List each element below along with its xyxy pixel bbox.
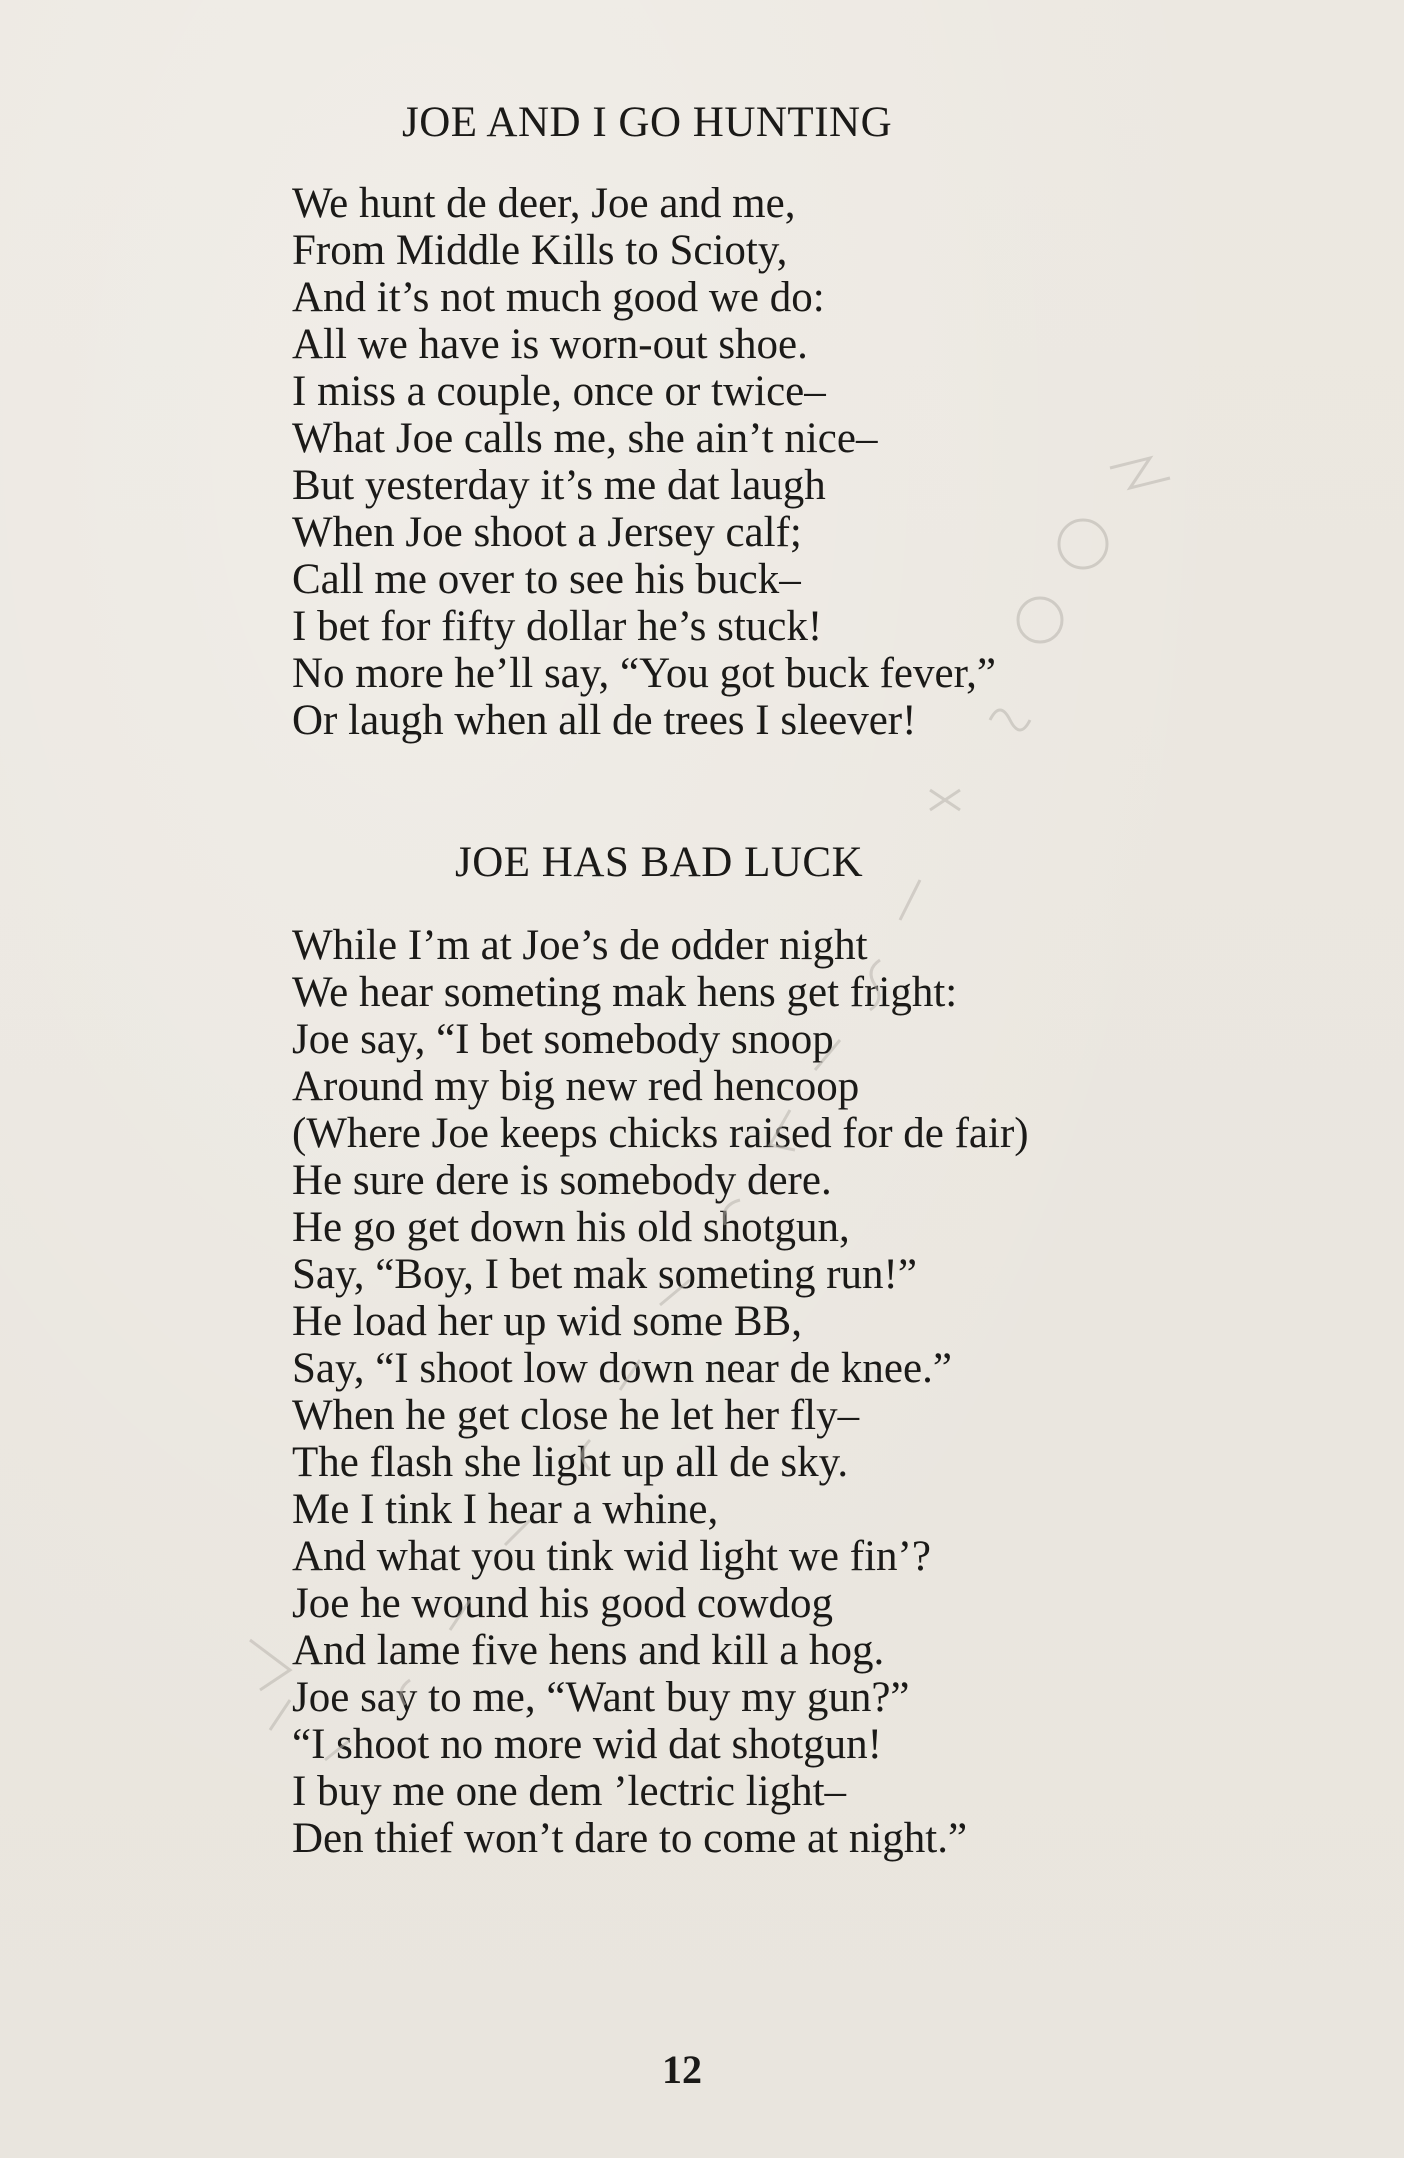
poem-line: Say, “I shoot low down near de knee.”	[292, 1345, 952, 1392]
poem-line: Den thief won’t dare to come at night.”	[292, 1815, 968, 1862]
poem-line: While I’m at Joe’s de odder night	[292, 922, 868, 969]
poem-line: And lame five hens and kill a hog.	[292, 1627, 885, 1674]
poem-line: Around my big new red hencoop	[292, 1063, 860, 1110]
poem-line: Joe say, “I bet somebody snoop	[292, 1016, 834, 1063]
poem-line: But yesterday it’s me dat laugh	[292, 462, 826, 509]
poem-line: And what you tink wid light we fin’?	[292, 1533, 931, 1580]
poem-line: (Where Joe keeps chicks raised for de fair)	[292, 1110, 1029, 1157]
poem-line: I buy me one dem ’lectric light–	[292, 1768, 847, 1815]
poem-line: “I shoot no more wid dat shotgun!	[292, 1721, 882, 1768]
poem-line: When Joe shoot a Jersey calf;	[292, 509, 802, 556]
poem-line: And it’s not much good we do:	[292, 274, 825, 321]
poem-line: No more he’ll say, “You got buck fever,”	[292, 650, 997, 697]
poem-line: What Joe calls me, she ain’t nice–	[292, 415, 878, 462]
poem-line: From Middle Kills to Scioty,	[292, 227, 788, 274]
poem-line: I miss a couple, once or twice–	[292, 368, 826, 415]
poem-line: He sure dere is somebody dere.	[292, 1157, 832, 1204]
poem-line: We hear someting mak hens get fright:	[292, 969, 958, 1016]
page-number: 12	[662, 2047, 702, 2092]
poem-line: He go get down his old shotgun,	[292, 1204, 850, 1251]
poem-line: Or laugh when all de trees I sleever!	[292, 697, 917, 744]
poem-lines	[292, 922, 1029, 1862]
poem-line: Me I tink I hear a whine,	[292, 1486, 719, 1533]
poem-line: Say, “Boy, I bet mak someting run!”	[292, 1251, 917, 1298]
poem-line: Joe he wound his good cowdog	[292, 1580, 834, 1627]
poem-line: I bet for fifty dollar he’s stuck!	[292, 603, 823, 650]
poem-title: JOE AND I GO HUNTING	[402, 99, 893, 146]
poem-line: The flash she light up all de sky.	[292, 1439, 849, 1486]
poem-line: When he get close he let her fly–	[292, 1392, 860, 1439]
poem-line: Call me over to see his buck–	[292, 556, 801, 603]
poem-lines	[292, 180, 996, 744]
poem-line: All we have is worn-out shoe.	[292, 321, 808, 368]
poem-line: Joe say to me, “Want buy my gun?”	[292, 1674, 910, 1721]
poem-title: JOE HAS BAD LUCK	[455, 839, 864, 886]
poem-line: He load her up wid some BB,	[292, 1298, 802, 1345]
poem-line: We hunt de deer, Joe and me,	[292, 180, 796, 227]
